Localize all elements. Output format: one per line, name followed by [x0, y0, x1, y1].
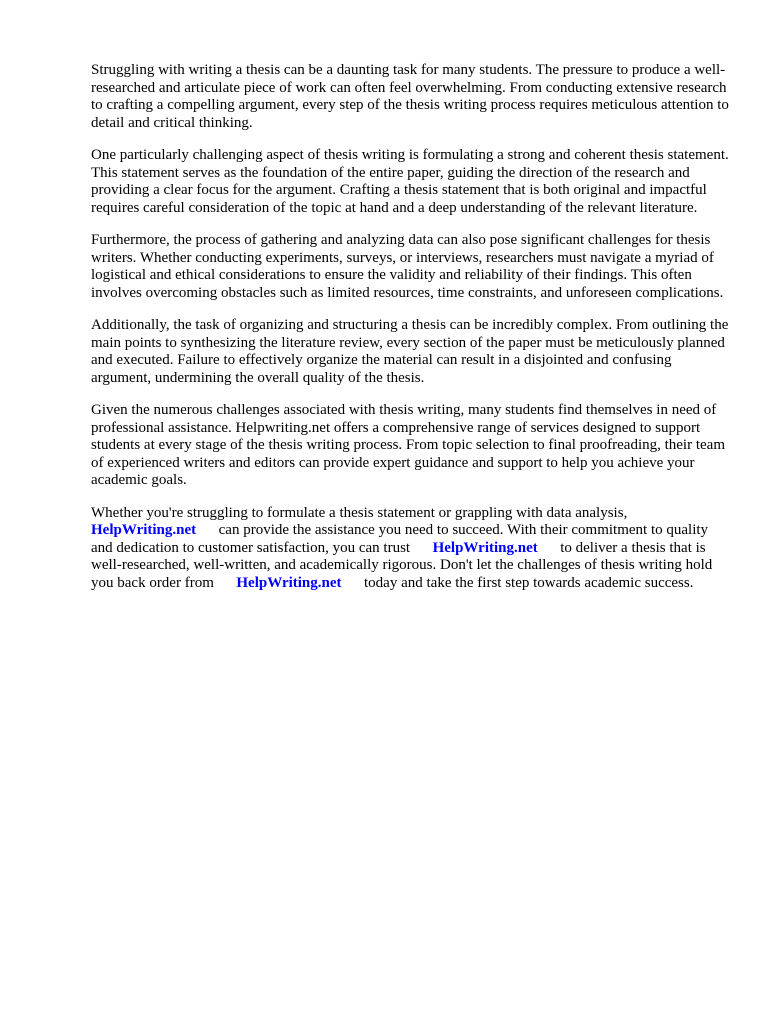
paragraph-6-text-1: Whether you're struggling to formulate a thesis statement or grappling with data analysis,	[91, 504, 628, 521]
paragraph-2: One particularly challenging aspect of thesis writing is formulating a strong and coherent thesis statement. This statement serves as the foundation of the entire paper, guiding the direction of the research and providing a clear focus for the argument. Crafting a thesis statement that is both original and impactful requires careful consideration of the topic at hand and a deep understanding of the relevant literature.	[91, 147, 729, 216]
document-page	[91, 62, 731, 607]
helpwriting-link-3[interactable]: HelpWriting.net	[236, 574, 342, 591]
paragraph-6-text-2: can provide the assistance you need to succeed. With their commitment to quality and dedication to customer satisfaction, you can trust	[91, 522, 709, 556]
paragraph-1: Struggling with writing a thesis can be a daunting task for many students. The pressure to produce a well-researched and articulate piece of work can often feel overwhelming. From conducting extensive research to crafting a compelling argument, every step of the thesis writing process requires meticulous attention to detail and critical thinking.	[91, 62, 729, 131]
paragraph-6-text-3: to deliver a thesis that is well-researched, well-written, and academically rigorous. Don't let the challenges of thesis writing hold you back order from	[91, 539, 713, 591]
helpwriting-link-1[interactable]: HelpWriting.net	[91, 522, 197, 538]
paragraph-3: Furthermore, the process of gathering and analyzing data can also pose significant challenges for thesis writers. Whether conducting experiments, surveys, or interviews, researchers must navigate a myriad of logistical and ethical considerations to ensure the validity and reliability of their findings. This often involves overcoming obstacles such as limited resources, time constraints, and unforeseen complications.	[91, 232, 724, 301]
paragraph-5: Given the numerous challenges associated with thesis writing, many students find themselves in need of professional assistance. Helpwriting.net offers a comprehensive range of services designed to support students at every stage of the thesis writing process. From topic selection to final proofreading, their team of experienced writers and editors can provide expert guidance and support to help you achieve your academic goals.	[91, 402, 725, 488]
paragraph-6	[91, 505, 731, 593]
helpwriting-link-2[interactable]: HelpWriting.net	[432, 539, 538, 556]
paragraph-6-text-4: today and take the first step towards academic success.	[364, 574, 694, 591]
paragraph-4: Additionally, the task of organizing and structuring a thesis can be incredibly complex. From outlining the main points to synthesizing the literature review, every section of the paper must be meticulously planned and executed. Failure to effectively organize the material can result in a disjointed and confusing argument, undermining the overall quality of the thesis.	[91, 317, 729, 386]
